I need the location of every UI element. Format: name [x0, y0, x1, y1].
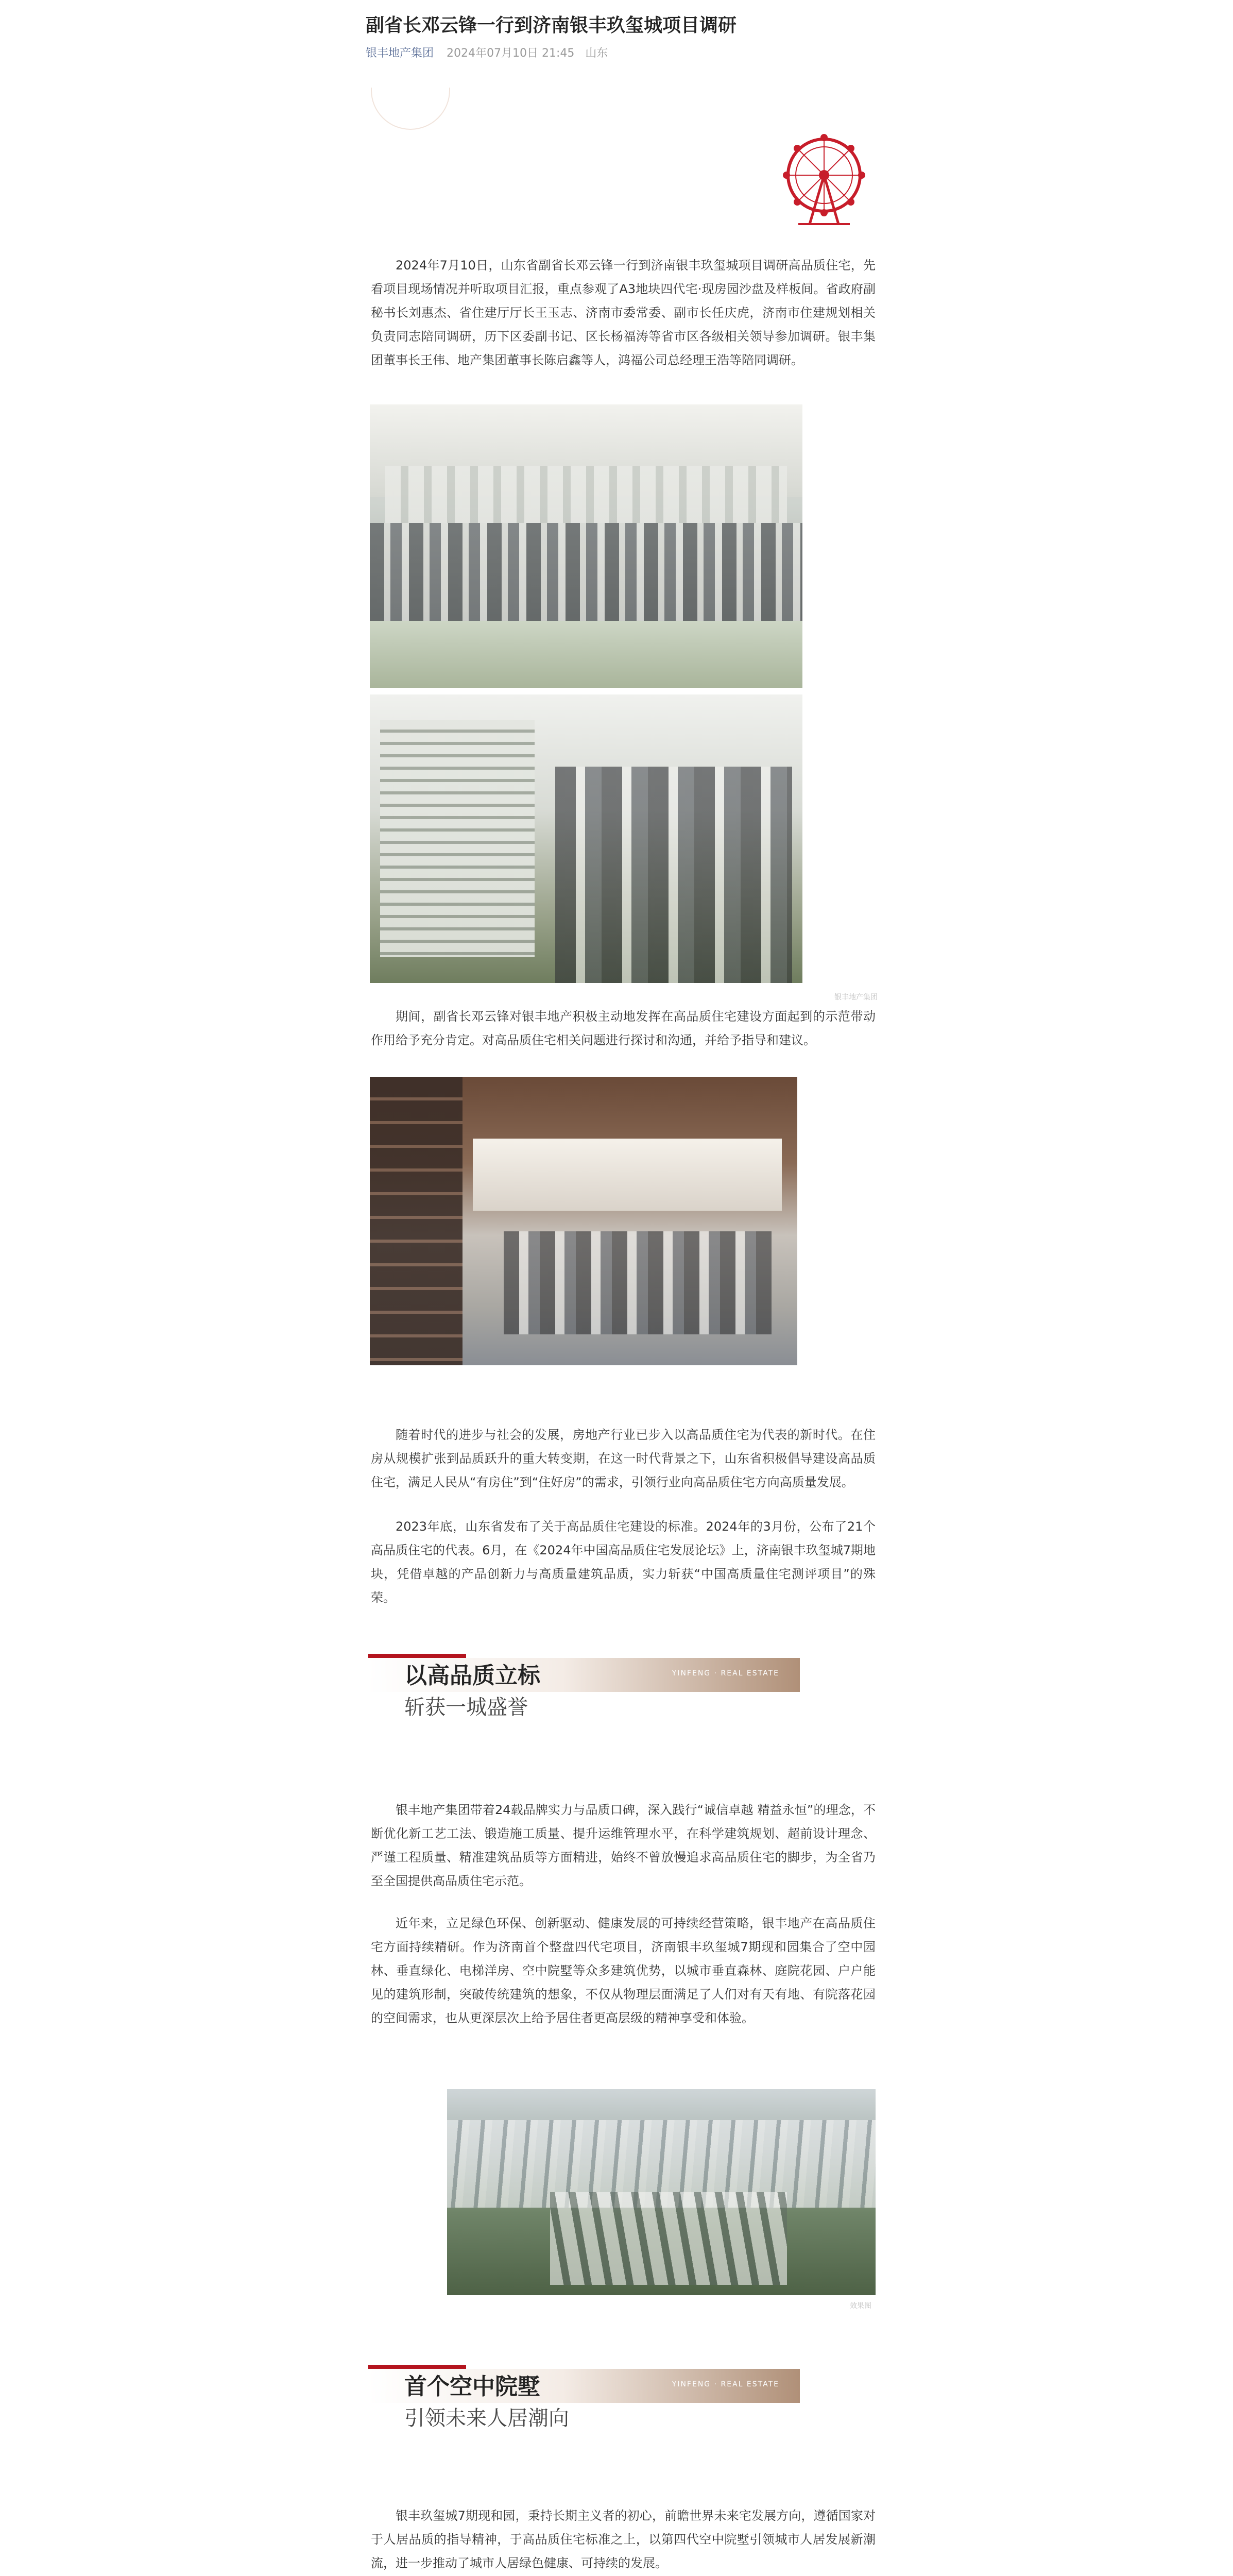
decor-arc-left: [371, 88, 450, 130]
paragraph-affirmation: 期间，副省长邓云锋对银丰地产积极主动地发挥在高品质住宅建设方面起到的示范带动作用给予充分肯定。对高品质住宅相关问题进行探讨和沟通，并给予指导和建议。: [371, 1009, 876, 1047]
account-name-link[interactable]: 银丰地产集团: [366, 47, 434, 60]
section-subtitle: 引领未来人居潮向: [404, 2406, 569, 2430]
section-banner-sky-villa: [368, 2365, 800, 2430]
render-caption: 效果图: [850, 2302, 871, 2310]
article-meta: [366, 44, 615, 60]
photo-caption: 银丰地产集团: [834, 993, 878, 1002]
paragraph-brand: 银丰地产集团带着24载品牌实力与品质口碑，深入践行“诚信卓越 精益永恒”的理念，不断优化新工艺工法、锻造施工质量、提升运维管理水平，在科学建筑规划、超前设计理念、严谨工程质量、精准建筑品质等方面精进，始终不曾放慢追求高品质住宅的脚步，为全省乃至全国提供高品质住宅示范。: [371, 1803, 876, 1888]
publish-date: 2024年07月10日 21:45: [447, 47, 575, 60]
photo-sand-table-group: [370, 404, 802, 688]
article-title: 副省长邓云锋一行到济南银丰玖玺城项目调研: [366, 15, 737, 36]
paragraph-era: 随着时代的进步与社会的发展，房地产行业已步入以高品质住宅为代表的新时代。在住房从规模扩张到品质跃升的重大转变期，在这一时代背景之下，山东省积极倡导建设高品质住宅，满足人民从“有房住”到“住好房”的需求，引领行业向高品质住宅方向高质量发展。: [371, 1428, 876, 1489]
image-aerial-render: [447, 2089, 876, 2295]
paragraph-intro: 2024年7月10日，山东省副省长邓云锋一行到济南银丰玖玺城项目调研高品质住宅，先看项目现场情况并听取项目汇报，重点参观了A3地块四代宅·现房园沙盘及样板间。省政府副秘书长刘惠杰、省住建厅厅长王玉志、济南市委常委、副市长任庆虎，济南市住建规划相关负责同志陪同调研，历下区委副书记、区长杨福涛等省市区各级相关领导参加调研。银丰集团董事长王伟、地产集团董事长陈启鑫等人，鸿福公司总经理王浩等陪同调研。: [371, 258, 876, 367]
section-title: 首个空中院墅: [404, 2374, 540, 2400]
section-subtitle: 斩获一城盛誉: [404, 1696, 528, 1719]
paragraph-initiative: 银丰玖玺城7期现和园，秉持长期主义者的初心，前瞻世界未来宅发展方向，遵循国家对于人居品质的指导精神，于高品质住宅标准之上，以第四代空中院墅引领城市人居发展新潮流，进一步推动了城市人居绿色健康、可持续的发展。: [371, 2509, 876, 2570]
publish-location: 山东: [585, 47, 608, 60]
section-banner-quality: [368, 1654, 800, 1719]
paragraph-fourth-gen: 近年来，立足绿色环保、创新驱动、健康发展的可持续经营策略，银丰地产在高品质住宅方面持续精研。作为济南首个整盘四代宅项目，济南银丰玖玺城7期现和园集合了空中园林、垂直绿化、电梯洋房、空中院墅等众多建筑优势，以城市垂直森林、庭院花园、户户能见的建筑形制，突破传统建筑的想象，不仅从物理层面满足了人们对有天有地、有院落花园的空间需求，也从更深层次上给予居住者更高层级的精神享受和体验。: [371, 1916, 876, 2025]
section-tag: YINFENG · REAL ESTATE: [672, 2380, 779, 2388]
ferris-wheel-icon: [773, 126, 876, 229]
photo-model-closeup: [370, 694, 802, 983]
photo-showroom-visit: [370, 1077, 797, 1365]
section-title: 以高品质立标: [404, 1663, 540, 1689]
paragraph-standard: 2023年底，山东省发布了关于高品质住宅建设的标准。2024年的3月份，公布了21个高品质住宅的代表。6月，在《2024年中国高品质住宅发展论坛》上，济南银丰玖玺城7期地块，凭借卓越的产品创新力与高质量建筑品质，实力斩获“中国高质量住宅测评项目”的殊荣。: [371, 1519, 876, 1605]
section-tag: YINFENG · REAL ESTATE: [672, 1669, 779, 1677]
